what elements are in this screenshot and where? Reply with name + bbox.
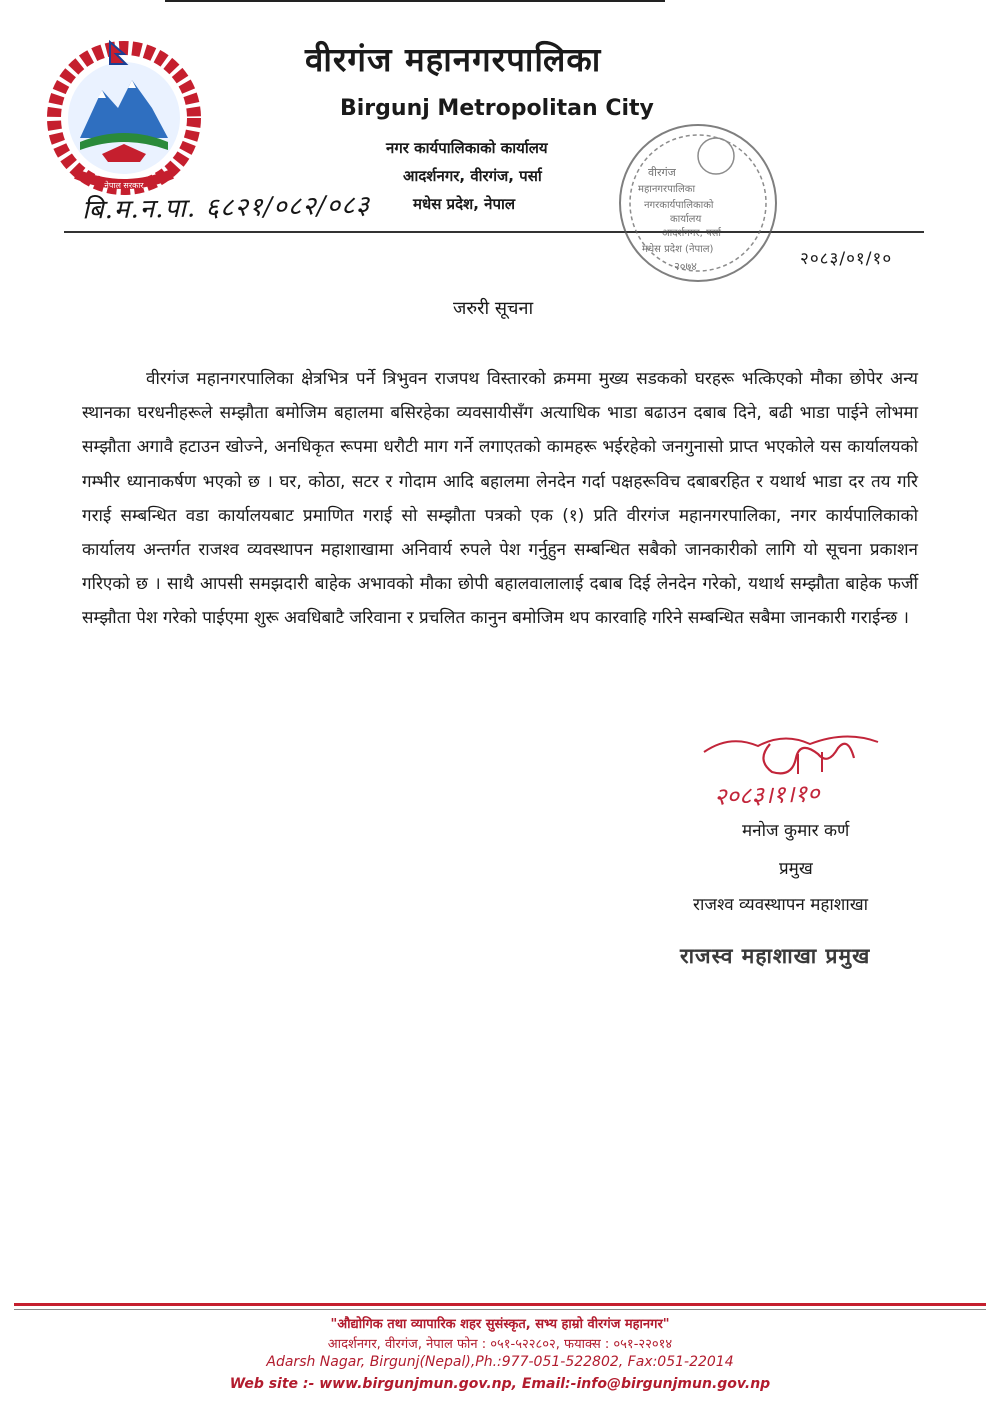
office-line-1: नगर कार्यपालिकाको कार्यालय bbox=[386, 139, 548, 157]
office-line-3: मधेस प्रदेश, नेपाल bbox=[413, 195, 516, 213]
svg-text:महानगरपालिका: महानगरपालिका bbox=[638, 184, 696, 195]
footer-slogan: "औद्योगिक तथा व्यापारिक शहर सुसंस्कृत, सभ्य हाम्रो वीरगंज महानगर" bbox=[330, 1317, 670, 1332]
svg-text:मधेस प्रदेश (नेपाल): मधेस प्रदेश (नेपाल) bbox=[642, 244, 714, 255]
signatory-section: राजश्व व्यवस्थापन महाशाखा bbox=[693, 895, 869, 915]
signatory-title: प्रमुख bbox=[779, 859, 813, 879]
signatory-name: मनोज कुमार कर्ण bbox=[742, 821, 850, 841]
government-emblem bbox=[40, 38, 208, 198]
footer-web-email: Web site :- www.birgunjmun.gov.np, Email:-info@birgunjmun.gov.np bbox=[229, 1376, 771, 1392]
footer-rule-thin bbox=[14, 1309, 986, 1310]
footer-address-english: Adarsh Nagar, Birgunj(Nepal),Ph.:977-051-522802, Fax:051-22014 bbox=[266, 1354, 734, 1370]
signature-date: २०८३।१।१० bbox=[713, 779, 821, 811]
header-divider bbox=[64, 231, 924, 233]
office-seal-stamp bbox=[612, 118, 784, 288]
svg-text:नगरकार्यपालिकाको: नगरकार्यपालिकाको bbox=[644, 200, 714, 211]
reference-number: बि.म.न.पा. ६८२१/०८२/०८३ bbox=[81, 190, 371, 226]
footer-address-nepali: आदर्शनगर, वीरगंज, नेपाल फोन : ०५१-५२२८०२, फयाक्स : ०५१-२२०१४ bbox=[327, 1337, 673, 1352]
svg-text:आदर्शनगर, पर्सा: आदर्शनगर, पर्सा bbox=[662, 228, 721, 239]
office-line-2: आदर्शनगर, वीरगंज, पर्सा bbox=[403, 167, 542, 185]
letter-date: २०८३/०१/१० bbox=[800, 249, 893, 269]
office-name-english: Birgunj Metropolitan City bbox=[340, 96, 654, 121]
footer-rule bbox=[14, 1303, 986, 1306]
notice-title: जरुरी सूचना bbox=[453, 298, 534, 319]
office-name-nepali: वीरगंज महानगरपालिका bbox=[305, 40, 602, 79]
svg-text:नेपाल सरकार: नेपाल सरकार bbox=[104, 181, 144, 190]
svg-text:कार्यालय: कार्यालय bbox=[670, 214, 702, 225]
svg-text:वीरगंज: वीरगंज bbox=[648, 166, 676, 179]
top-edge-rule bbox=[165, 0, 665, 2]
notice-body: वीरगंज महानगरपालिका क्षेत्रभित्र पर्ने त्रिभुवन राजपथ विस्तारको क्रममा मुख्य सडकको घरहरू भत्किएको मौका छोपेर अन्य स्थानका घरधनीहरूले सम्झौता बमोजिम बहालमा बसिरहेका व्यवसायीसँग अत्याधिक भाडा बढाउन दबाब दिने, बढी भाडा पाईने लोभमा सम्झौता अगावै हटाउन खोज्ने, अनधिकृत रूपमा धरौटी माग गर्ने लगाएतको कामहरू भईरहेको जनगुनासो प्राप्त भएकोले यस कार्यालयको गम्भीर ध्यानाकर्षण भएको छ । घर, कोठा, सटर र गोदाम आदि बहालमा लेनदेन गर्दा पक्षहरूविच दबाबरहित र यथार्थ भाडा दर तय गरि गराई सम्बन्धित वडा कार्यालयबाट प्रमाणित गराई सो सम्झौता पत्रको एक (१) प्रति वीरगंज महानगरपालिका, नगर कार्यपालिकाको कार्यालय अन्तर्गत राजश्व व्यवस्थापन महाशाखामा अनिवार्य रुपले पेश गर्नुहुन सम्बन्धित सबैको जानकारीको लागि यो सूचना प्रकाशन गरिएको छ । साथै आपसी समझदारी बाहेक अभावको मौका छोपी बहालवालालाई दबाब दिई लेनदेन गरेको, यथार्थ सम्झौता बाहेक फर्जी सम्झौता पेश गरेको पाईएमा शुरू अवधिबाटै जरिवाना र प्रचलित कानुन बमोजिम थप कारवाहि गरिने सम्बन्धित सबैमा जानकारी गराईन्छ । bbox=[82, 369, 918, 629]
svg-text:२०७४: २०७४ bbox=[674, 260, 697, 273]
section-head-stamp: राजस्व महाशाखा प्रमुख bbox=[680, 944, 871, 968]
